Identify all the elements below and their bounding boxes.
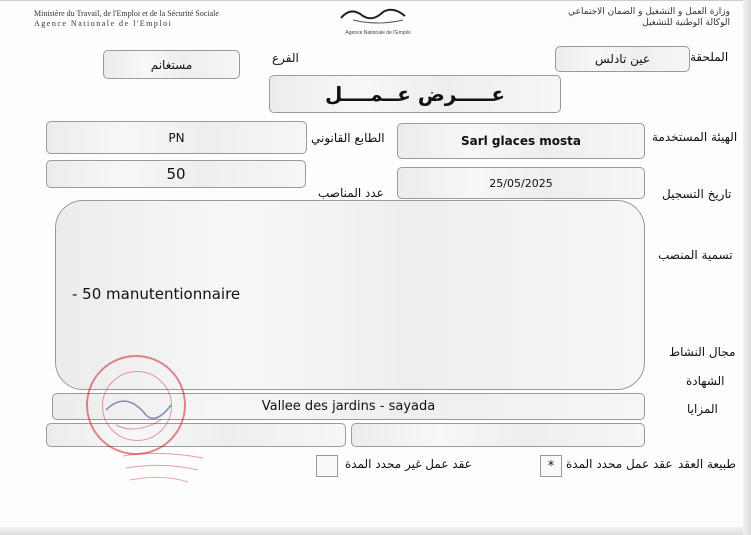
registration-date-field	[397, 167, 645, 199]
agency-name-fr: Agence Nationale de l'Emploi	[34, 19, 173, 28]
open-term-checkbox	[316, 455, 338, 477]
official-stamp	[86, 355, 186, 455]
benefits-label: المزايا	[687, 402, 718, 416]
header-left	[34, 9, 334, 29]
header-right	[445, 7, 730, 29]
position-title-value: - 50 manutentionnaire	[72, 285, 241, 303]
fixed-term-mark: *	[547, 458, 555, 474]
anem-logo-icon	[333, 4, 423, 26]
top-edge	[0, 0, 751, 1]
fixed-term-label: عقد عمل محدد المدة	[566, 457, 673, 471]
legal-status-label: الطابع القانوني	[311, 131, 385, 145]
empty-field-right	[351, 423, 645, 447]
position-title-label: تسمية المنصب	[658, 248, 733, 262]
annex-value: عين تادلس	[594, 52, 651, 66]
logo-caption: Agence Nationale de l'Emploi	[345, 30, 411, 36]
stamp-rectangle-icon	[118, 448, 208, 488]
open-term-label: عقد عمل غير محدد المدة	[345, 457, 472, 471]
registration-date-label: تاريخ التسجيل	[662, 187, 732, 201]
positions-count-label: عدد المناصب	[318, 186, 384, 200]
stamp-signature-icon	[86, 355, 186, 455]
document-title	[269, 75, 561, 113]
branch-field	[103, 50, 240, 79]
annex-field	[555, 46, 690, 72]
employer-field	[397, 123, 645, 159]
bottom-edge	[0, 527, 751, 535]
anem-logo	[333, 4, 423, 36]
legal-status-value: PN	[168, 130, 185, 145]
contract-type-label: طبيعة العقد	[678, 457, 736, 471]
activity-field-label: مجال النشاط	[669, 345, 736, 359]
ministry-name-fr: Ministère du Travail, de l'Emploi et de la Sécurité Sociale	[34, 9, 219, 18]
benefits-value: Vallee des jardins - sayada	[261, 399, 436, 414]
agency-name-ar: الوكالة الوطنية للتشغيل	[642, 18, 730, 28]
legal-status-field	[46, 121, 307, 154]
positions-count-value: 50	[166, 165, 186, 183]
positions-count-field	[46, 160, 306, 188]
registration-date-value: 25/05/2025	[489, 176, 553, 190]
document-title-text: عـــــرض عــمــــل	[324, 82, 506, 106]
branch-value: مستغانم	[150, 57, 193, 72]
annex-label: الملحقة	[690, 50, 729, 64]
fixed-term-checkbox	[540, 455, 562, 477]
branch-label: الفرع	[272, 51, 299, 65]
ministry-name-ar: وزارة العمل و التشغيل و الضمان الاجتماعي	[568, 7, 730, 17]
employer-value: Sarl glaces mosta	[460, 134, 582, 148]
right-edge	[743, 0, 751, 535]
certificate-label: الشهادة	[686, 374, 725, 388]
employer-label: الهيئة المستخدمة	[652, 130, 738, 144]
